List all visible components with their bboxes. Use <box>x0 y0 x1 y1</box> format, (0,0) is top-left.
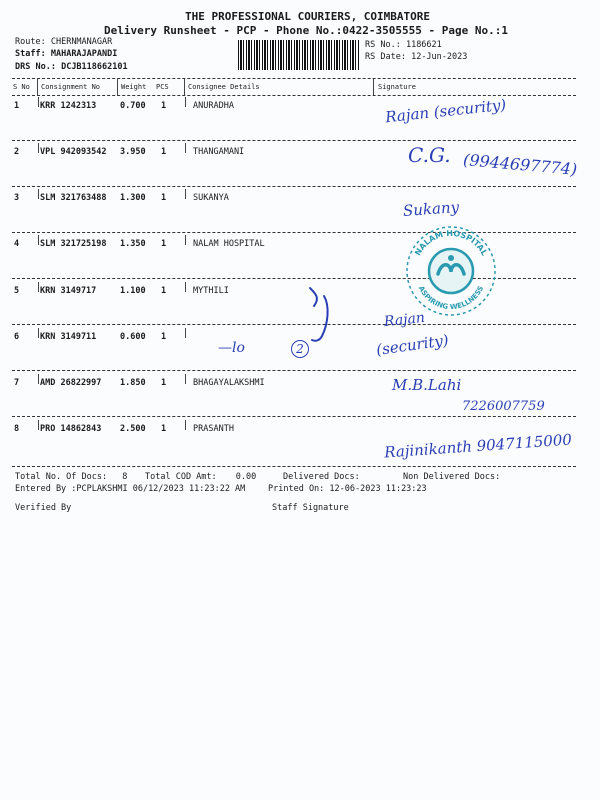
row-tick <box>185 189 186 199</box>
row-pcs: 1 <box>161 332 167 342</box>
signature-7a: M.B.Lahi <box>392 376 462 394</box>
mark-6: —lo <box>218 340 245 356</box>
row-rule <box>12 186 576 187</box>
row-weight: 3.950 <box>120 147 146 157</box>
row-consignee: THANGAMANI <box>193 147 245 157</box>
row-consignment: AMD 26822997 <box>40 378 102 388</box>
row-rule <box>12 140 576 141</box>
signature-1 <box>384 96 507 127</box>
entered-value: PCPLAKSHMI 06/12/2023 11:23:22 AM <box>76 484 246 494</box>
drs-label: DRS No.: <box>15 62 56 72</box>
row-consignment: KRR 1242313 <box>40 101 97 111</box>
col-sno: S No <box>13 83 30 91</box>
total-docs-value: 8 <box>122 472 128 482</box>
drs-value: DCJB118662101 <box>61 62 128 72</box>
row-pcs: 1 <box>161 147 167 157</box>
drs-line <box>15 62 128 72</box>
col-signature: Signature <box>378 83 416 91</box>
row-tick <box>185 97 186 107</box>
row-tick <box>185 328 186 338</box>
row-rule <box>12 370 576 371</box>
row-sno: 4 <box>14 239 20 249</box>
row-tick <box>38 282 39 292</box>
row-consignee: SUKANYA <box>193 193 229 203</box>
route-label: Route: <box>15 37 46 47</box>
staff-label: Staff: <box>15 49 46 59</box>
row-sno: 1 <box>14 101 20 111</box>
signature-7b: 7226007759 <box>462 399 545 414</box>
cod-value: 0.00 <box>235 472 257 482</box>
row-consignment: KRN 3149711 <box>40 332 97 342</box>
table-top-rule <box>12 78 576 79</box>
row-consignee: MYTHILI <box>193 286 229 296</box>
row-consignment: VPL 942093542 <box>40 147 107 157</box>
rs-date-label: RS Date: <box>365 52 406 62</box>
row-tick <box>38 328 39 338</box>
col-divider <box>37 79 38 96</box>
stamp-top-text: NALAM HOSPITAL <box>413 228 489 258</box>
col-divider <box>184 79 185 96</box>
company-name: THE PROFESSIONAL COURIERS, COIMBATORE <box>185 10 431 23</box>
staff-value: MAHARAJAPANDI <box>50 49 118 59</box>
row-consignment: SLM 321763488 <box>40 193 107 203</box>
row-pcs: 1 <box>161 239 167 249</box>
row-tick <box>38 97 39 107</box>
row-weight: 1.100 <box>120 286 146 296</box>
printed-line <box>268 484 427 494</box>
row-tick <box>185 235 186 245</box>
row-weight: 0.600 <box>120 332 146 342</box>
row-tick <box>38 374 39 384</box>
signature-5b: (security) <box>375 331 450 359</box>
row-rule <box>12 324 576 325</box>
row-tick <box>38 143 39 153</box>
signature-text: Rajan <box>384 103 430 127</box>
stamp-bottom-text: ASPIRING WELLNESS <box>416 284 486 312</box>
runsheet-subtitle: Delivery Runsheet - PCP - Phone No.:0422-3505555 - Page No.:1 <box>104 24 508 37</box>
row-consignee: ANURADHA <box>193 101 234 111</box>
row-pcs: 1 <box>161 286 167 296</box>
entered-line <box>15 484 245 494</box>
signature-2b: (9944697774) <box>462 150 578 179</box>
col-consignee: Consignee Details <box>188 83 260 91</box>
row-tick <box>38 420 39 430</box>
row-consignment: KRN 3149717 <box>40 286 97 296</box>
row-tick <box>38 189 39 199</box>
signature-text: (security) <box>432 95 508 122</box>
row-tick <box>185 374 186 384</box>
printed-label: Printed On: <box>268 484 325 494</box>
hospital-stamp <box>402 222 500 320</box>
signature-2a: C.G. <box>408 143 451 167</box>
col-consignment: Consignment No <box>41 83 101 91</box>
row-consignee: BHAGAYALAKSHMI <box>193 378 265 388</box>
row-pcs: 1 <box>161 101 167 111</box>
row-weight: 1.850 <box>120 378 146 388</box>
row-weight: 2.500 <box>120 424 146 434</box>
row-rule <box>12 416 576 417</box>
staff-line <box>15 49 117 59</box>
non-delivered-label: Non Delivered Docs: <box>403 472 501 482</box>
rs-no-line <box>365 40 442 50</box>
entered-label: Entered By : <box>15 484 77 494</box>
col-weight: Weight <box>121 83 147 91</box>
cod-label: Total COD Amt: <box>145 472 217 482</box>
row-consignment: SLM 321725198 <box>40 239 107 249</box>
cod-line <box>145 472 256 482</box>
staff-signature-label: Staff Signature <box>272 503 349 513</box>
table-bottom-rule <box>12 466 576 467</box>
signature-8: Rajinikanth 9047115000 <box>383 430 573 462</box>
delivered-label: Delivered Docs: <box>283 472 360 482</box>
row-sno: 5 <box>14 286 20 296</box>
total-docs-label: Total No. Of Docs: <box>15 472 108 482</box>
rs-no-value: 1186621 <box>405 40 442 50</box>
row-tick <box>185 143 186 153</box>
col-divider <box>117 79 118 96</box>
row-weight: 1.350 <box>120 239 146 249</box>
row-consignee: NALAM HOSPITAL <box>193 239 265 249</box>
row-weight: 1.300 <box>120 193 146 203</box>
row-tick <box>185 420 186 430</box>
bracket-mark <box>300 284 340 344</box>
rs-date-line <box>365 52 467 62</box>
row-pcs: 1 <box>161 378 167 388</box>
rs-no-label: RS No.: <box>365 40 401 50</box>
route-line <box>15 37 112 47</box>
mark-6-circled: 2 <box>291 340 309 358</box>
col-pcs: PCS <box>156 83 169 91</box>
row-tick <box>185 282 186 292</box>
route-value: CHERNMANAGAR <box>50 37 113 47</box>
table-header-rule <box>12 95 576 96</box>
barcode <box>238 40 360 70</box>
row-tick <box>38 235 39 245</box>
col-divider <box>373 79 374 96</box>
row-sno: 7 <box>14 378 20 388</box>
printed-value: 12-06-2023 11:23:23 <box>329 484 427 494</box>
signature-5a: Rajan <box>383 309 426 331</box>
totals-line <box>15 472 127 482</box>
verified-by: Verified By <box>15 503 72 513</box>
row-pcs: 1 <box>161 193 167 203</box>
rs-date-value: 12-Jun-2023 <box>411 52 468 62</box>
row-sno: 6 <box>14 332 20 342</box>
row-sno: 8 <box>14 424 20 434</box>
signature-3: Sukany <box>402 198 460 220</box>
row-pcs: 1 <box>161 424 167 434</box>
row-consignee: PRASANTH <box>193 424 234 434</box>
row-sno: 3 <box>14 193 20 203</box>
row-consignment: PRO 14862843 <box>40 424 102 434</box>
row-weight: 0.700 <box>120 101 146 111</box>
row-sno: 2 <box>14 147 20 157</box>
